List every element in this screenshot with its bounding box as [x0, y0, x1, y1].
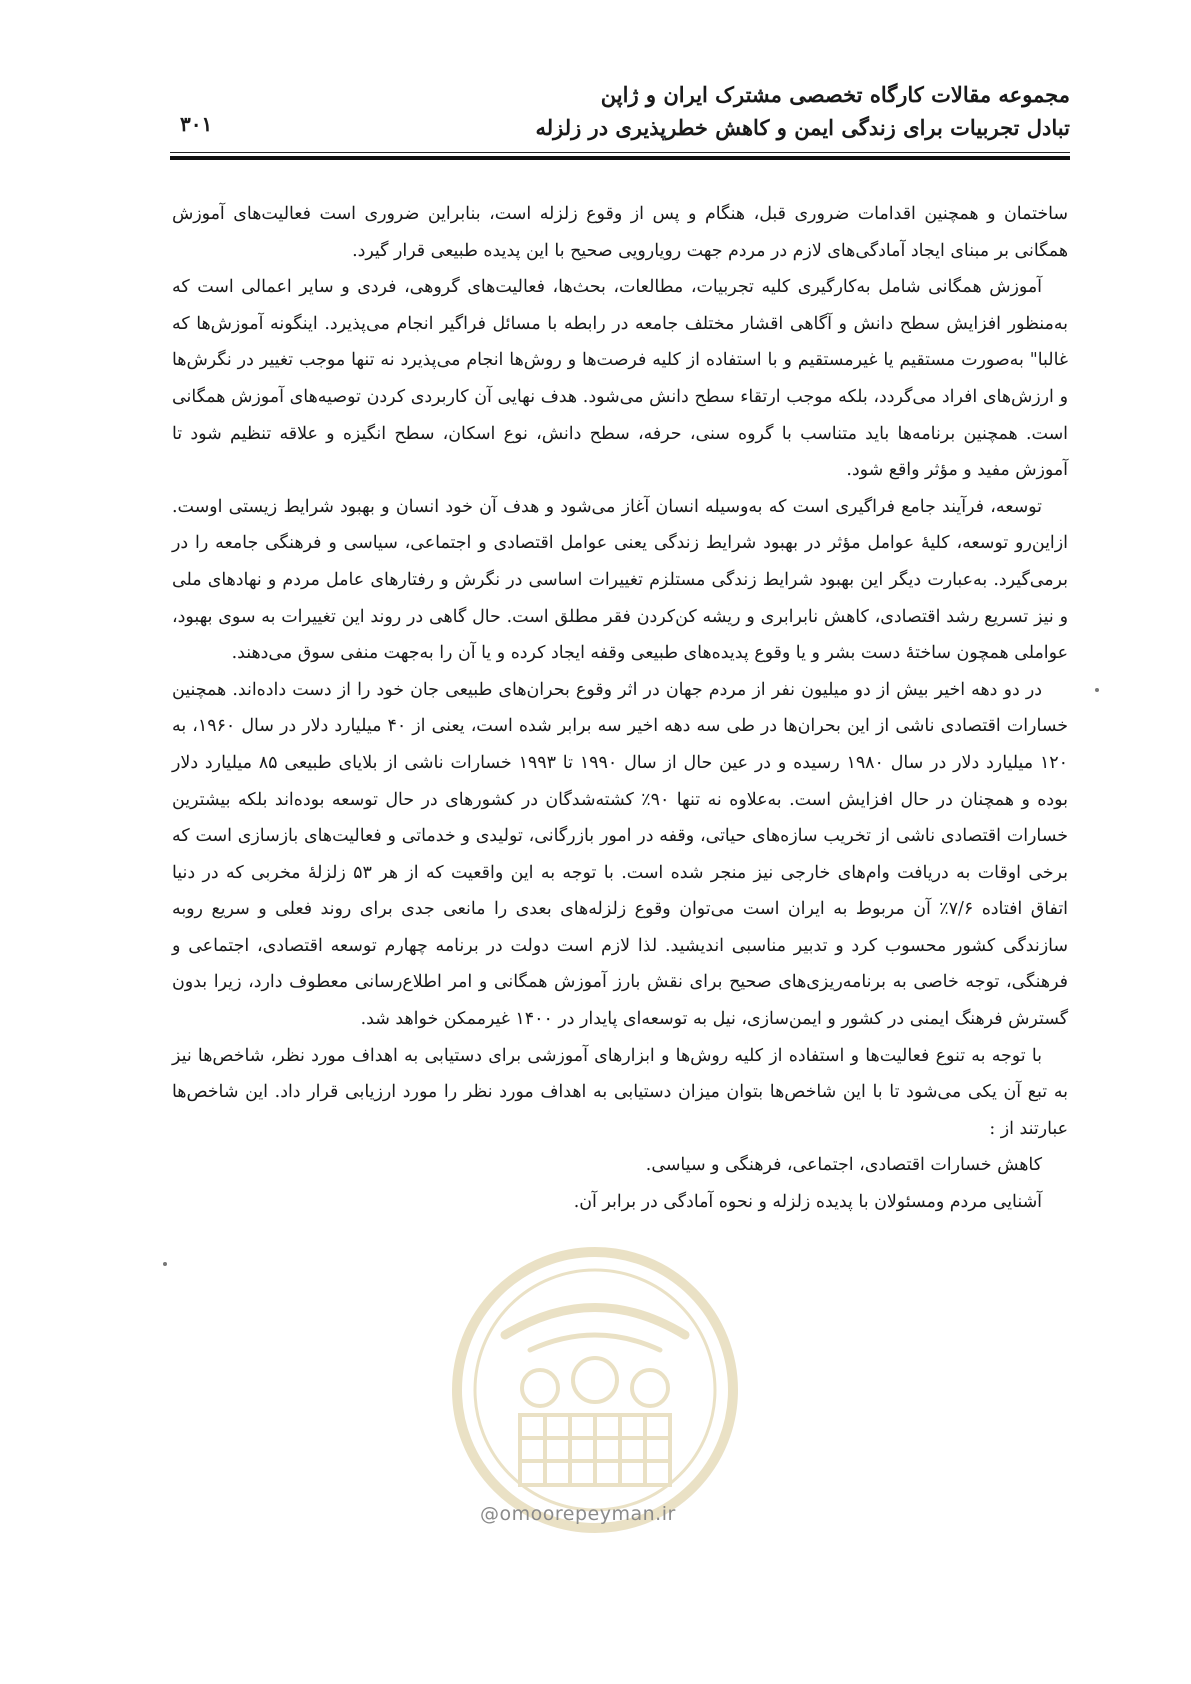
header-rule-thin	[170, 152, 1070, 153]
paragraph-5: با توجه به تنوع فعالیت‌ها و استفاده از کلیه روش‌ها و ابزارهای آموزشی برای دستیابی به اهداف مورد نظر، شاخص‌ها نیز به تبع آن یکی می‌شود تا با این شاخص‌ها بتوان میزان دستیابی به اهداف مورد نظر را مورد ارزیابی قرار داد. این شاخص‌ها عبارتند از :	[172, 1045, 1068, 1139]
header-title-line1: مجموعه مقالات کارگاه تخصصی مشترک ایران و ژاپن	[600, 82, 1070, 107]
paragraph-3: توسعه، فرآیند جامع فراگیری است که به‌وسیله انسان آغاز می‌شود و هدف آن خود انسان و بهبود شرایط زیستی اوست. ازاین‌رو توسعه، کلیهٔ عوامل مؤثر در بهبود شرایط زندگی یعنی عوامل اقتصادی و اجتماعی، سیاسی و فرهنگی جامعه را در برمی‌گیرد. به‌عبارت دیگر این بهبود شرایط زندگی مستلزم تغییرات اساسی در نگرش و رفتارهای عامل مردم و نهادهای ملی و نیز تسریع رشد اقتصادی، کاهش نابرابری و ریشه کن‌کردن فقر مطلق است. حال گاهی در روند این تغییرات به سوی بهبود، عواملی همچون ساختهٔ دست بشر و یا وقوع پدیده‌های طبیعی وقفه ایجاد کرده و یا آن را به‌جهت منفی سوق می‌دهند.	[172, 496, 1068, 664]
page-number: ۳۰۱	[180, 112, 213, 136]
header-title-line2: تبادل تجربیات برای زندگی ایمن و کاهش خطرپذیری در زلزله	[535, 115, 1070, 140]
list-item: کاهش خسارات اقتصادی، اجتماعی، فرهنگی و سیاسی.	[645, 1155, 1042, 1176]
margin-dot	[163, 1262, 167, 1266]
margin-dot	[1095, 688, 1099, 692]
at-sign-icon: @	[480, 1503, 500, 1525]
paragraph-4: در دو دهه اخیر بیش از دو میلیون نفر از مردم جهان در اثر وقوع بحران‌های طبیعی جان خود را از دست داده‌اند. همچنین خسارات اقتصادی ناشی از این بحران‌ها در طی سه دهه اخیر سه برابر شده است، یعنی از ۴۰ میلیارد دلار در سال ۱۹۶۰، به ۱۲۰ میلیارد دلار در سال ۱۹۸۰ رسیده و در عین حال از سال ۱۹۹۰ تا ۱۹۹۳ خسارات ناشی از بلایای طبیعی ۸۵ میلیارد دلار بوده و همچنان در حال افزایش است. به‌علاوه نه تنها ۹۰٪ کشته‌شدگان در کشورهای در حال توسعه بوده‌اند بلکه بیشترین خسارات اقتصادی ناشی از تخریب سازه‌های حیاتی، وقفه در امور بازرگانی، تولیدی و خدماتی و فعالیت‌های بازسازی است که برخی اوقات به دریافت وام‌های خارجی نیز منجر شده است. با توجه به این واقعیت که از هر ۵۳ زلزلهٔ مخربی که در دنیا اتفاق افتاده ۷/۶٪ آن مربوط به ایران است می‌توان وقوع زلزله‌های بعدی را مانعی جدی برای روند فعلی و سریع روبه سازندگی کشور محسوب کرد و تدبیر مناسبی اندیشید. لذا لازم است دولت در برنامه چهارم توسعه اقتصادی، اجتماعی و فرهنگی، توجه خاصی به برنامه‌ریزی‌های صحیح برای نقش بارز آموزش همگانی و امر اطلاع‌رسانی معطوف دارد، زیرا بدون گسترش فرهنگ ایمنی در کشور و ایمن‌سازی، نیل به توسعه‌ای پایدار در ۱۴۰۰ غیرممکن خواهد شد.	[172, 679, 1069, 1030]
body-text	[172, 196, 1068, 1221]
page-header	[170, 78, 1070, 158]
paragraph-1: ساختمان و همچنین اقدامات ضروری قبل، هنگام و پس از وقوع زلزله است، بنابراین ضروری است فعالیت‌های آموزش همگانی بر مبنای ایجاد آمادگی‌های لازم در مردم جهت رویارویی صحیح با این پدیده طبیعی قرار گیرد.	[172, 204, 1068, 261]
watermark-site: @omoorepeyman.ir	[480, 1503, 676, 1525]
indicator-list	[172, 1147, 1068, 1220]
list-item: آشنایی مردم ومسئولان با پدیده زلزله و نحوه آمادگی در برابر آن.	[573, 1192, 1042, 1213]
paragraph-2: آموزش همگانی شامل به‌کارگیری کلیه تجربیات، مطالعات، بحث‌ها، فعالیت‌های گروهی، فردی و سایر اعمالی است که به‌منظور افزایش سطح دانش و آگاهی اقشار مختلف جامعه در رابطه با مسائل فراگیر انجام می‌پذیرد. اینگونه آموزش‌ها که غالبا" به‌صورت مستقیم یا غیرمستقیم و با استفاده از کلیه فرصت‌ها و روش‌ها انجام می‌پذیرد نه تنها موجب تغییر در نگرش‌ها و ارزش‌های افراد می‌گردد، بلکه موجب ارتقاء سطح دانش می‌شود. هدف نهایی آن کاربردی کردن توصیه‌های آموزش همگانی است. همچنین برنامه‌ها باید متناسب با گروه سنی، حرفه، سطح دانش، نوع اسکان، سطح انگیزه و علاقه تنظیم شود تا آموزش مفید و مؤثر واقع شود.	[172, 277, 1068, 481]
watermark-seal-icon	[445, 1240, 745, 1540]
header-rule-thick	[170, 156, 1070, 160]
header-titles	[535, 78, 1070, 144]
